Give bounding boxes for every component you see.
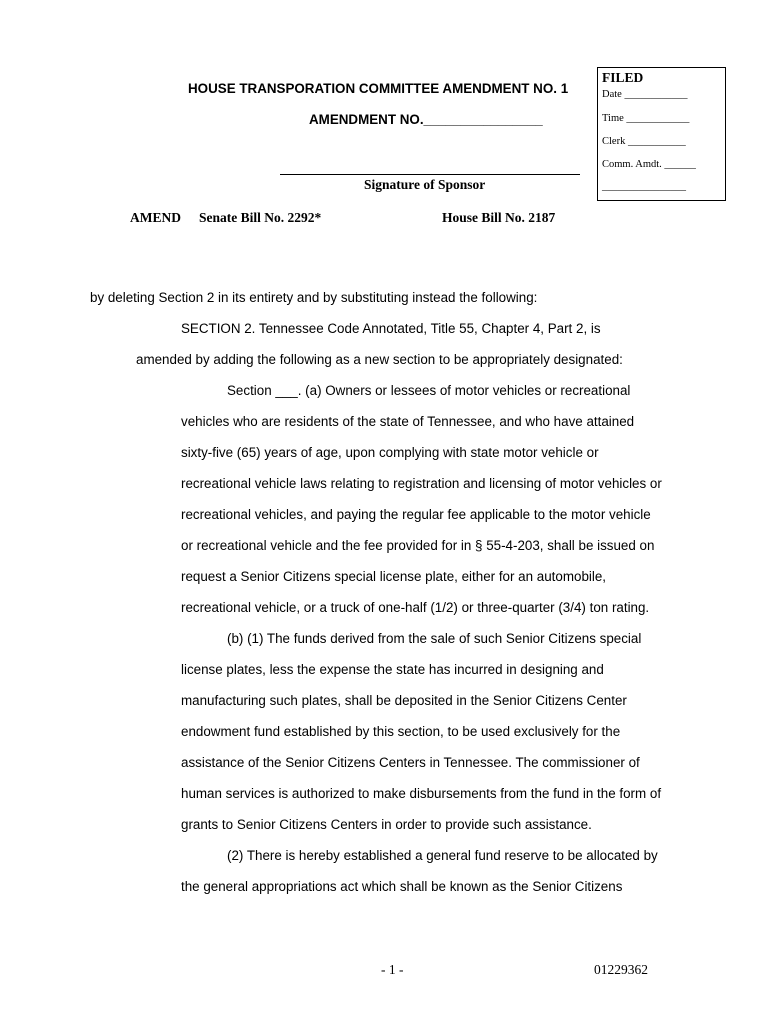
page-number: - 1 - [381,962,404,977]
body-line: grants to Senior Citizens Centers in order to provide such assistance. [181,817,592,832]
filed-title: FILED [602,70,644,85]
document-number: 01229362 [594,962,648,977]
body-line: request a Senior Citizens special license plate, either for an automobile, [181,569,607,584]
body-line: the general appropriations act which shall be known as the Senior Citizens [181,879,623,894]
body-line: license plates, less the expense the state has incurred in designing and [181,662,604,677]
filed-comm-amdt: Comm. Amdt. ______ [602,159,696,170]
body-line: amended by adding the following as a new section to be appropriately designated: [136,352,623,367]
body-line: recreational vehicle laws relating to registration and licensing of motor vehicles or [181,476,662,491]
amendment-number: AMENDMENT NO.________________ [309,112,543,127]
house-bill-number: House Bill No. 2187 [442,210,556,225]
body-line: human services is authorized to make disbursements from the fund in the form of [181,786,662,801]
filed-clerk: Clerk ___________ [602,136,686,147]
filed-blank-line: ________________ [602,181,686,192]
signature-label: Signature of Sponsor [364,177,486,192]
body-line: or recreational vehicle and the fee provided for in § 55-4-203, shall be issued on [181,538,655,553]
committee-amendment-title: HOUSE TRANSPORATION COMMITTEE AMENDMENT NO. 1 [188,81,569,96]
body-line: endowment fund established by this section, to be used exclusively for the [181,724,621,739]
filed-stamp-box [597,67,726,201]
body-line: vehicles who are residents of the state of Tennessee, and who have attained [181,414,635,429]
body-line: Section ___. (a) Owners or lessees of motor vehicles or recreational [227,383,631,398]
body-line: SECTION 2. Tennessee Code Annotated, Title 55, Chapter 4, Part 2, is [181,321,601,336]
filed-time: Time ____________ [602,113,690,124]
amend-label: AMEND [130,210,181,225]
body-line: manufacturing such plates, shall be deposited in the Senior Citizens Center [181,693,627,708]
senate-bill-number: Senate Bill No. 2292* [199,210,322,225]
body-line: sixty-five (65) years of age, upon complying with state motor vehicle or [181,445,599,460]
body-line: (b) (1) The funds derived from the sale of such Senior Citizens special [227,631,642,646]
body-line: by deleting Section 2 in its entirety and by substituting instead the following: [90,290,538,305]
signature-line [280,174,580,175]
filed-date: Date ____________ [602,89,688,100]
body-line: (2) There is hereby established a general fund reserve to be allocated by [227,848,658,863]
body-line: recreational vehicles, and paying the regular fee applicable to the motor vehicle [181,507,651,522]
body-line: assistance of the Senior Citizens Centers in Tennessee. The commissioner of [181,755,640,770]
body-line: recreational vehicle, or a truck of one-half (1/2) or three-quarter (3/4) ton rating. [181,600,650,615]
